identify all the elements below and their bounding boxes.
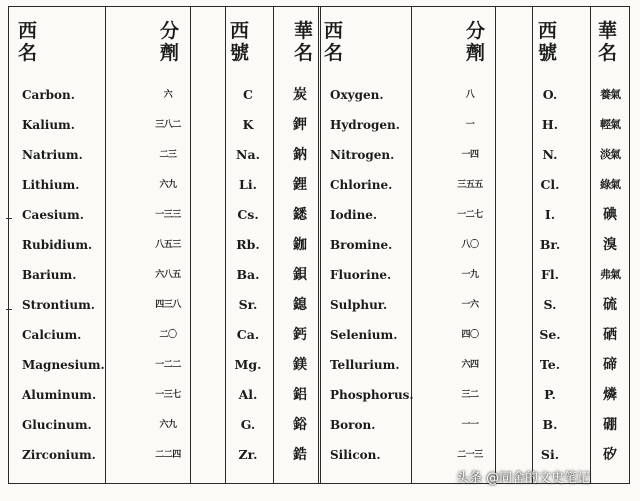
header-chinese-name-right: 華名 — [598, 20, 619, 64]
column-divider — [590, 6, 591, 484]
element-symbol: O. — [542, 87, 558, 102]
chinese-name: 鈣 — [293, 327, 307, 343]
equivalent-value: 四三八 — [155, 300, 181, 310]
column-divider — [495, 6, 496, 484]
chinese-name: 燐 — [603, 387, 617, 403]
equivalent-value: 二〇 — [159, 330, 177, 340]
element-name: Kalium. — [22, 118, 75, 132]
element-name: Caesium. — [22, 208, 84, 222]
element-symbol: G. — [240, 417, 256, 432]
chinese-name: 硫 — [603, 297, 617, 313]
right-chinese-column — [592, 80, 628, 470]
column-divider — [273, 6, 274, 484]
element-symbol: Rb. — [236, 237, 260, 252]
element-symbol: C — [243, 87, 253, 102]
chinese-name: 碘 — [603, 207, 617, 223]
element-name: Sulphur. — [330, 298, 388, 312]
header-symbol-left: 西號 — [230, 20, 251, 64]
equivalent-value: 一二七 — [457, 210, 483, 220]
element-symbol: Br. — [539, 237, 561, 252]
element-name: Rubidium. — [22, 238, 93, 252]
header-equivalent-left: 分劑 — [160, 20, 181, 64]
element-name: Calcium. — [22, 328, 82, 342]
element-symbol: Sr. — [238, 297, 258, 312]
element-name: Boron. — [330, 418, 376, 432]
header-western-name-left: 西名 — [18, 20, 39, 64]
element-symbol: Cs. — [237, 207, 259, 222]
element-symbol: Si. — [540, 447, 560, 462]
element-name: Oxygen. — [330, 88, 384, 102]
equivalent-value: 三五五 — [457, 180, 483, 190]
chinese-name: 碲 — [603, 357, 617, 373]
column-divider — [225, 6, 226, 484]
equivalent-value: 一三七 — [155, 390, 181, 400]
equivalent-value: 一一 — [461, 420, 479, 430]
left-symbol-column — [228, 80, 268, 470]
source-watermark: 头条 @同舍的文史笔记 — [456, 471, 591, 486]
element-name: Glucinum. — [22, 418, 92, 432]
equivalent-value: 二二四 — [155, 450, 181, 460]
equivalent-value: 六九 — [159, 420, 177, 430]
element-symbol: Ca. — [236, 327, 260, 342]
chinese-name: 鎴 — [293, 297, 307, 313]
element-symbol: K — [242, 117, 254, 132]
equivalent-value: 一 — [465, 120, 475, 130]
chinese-name: 鋯 — [293, 447, 307, 463]
element-name: Hydrogen. — [330, 118, 400, 132]
element-symbol: P. — [544, 387, 556, 402]
chinese-name: 硼 — [603, 417, 617, 433]
chinese-name: 鉀 — [293, 117, 307, 133]
margin-tick — [6, 309, 12, 310]
element-name: Nitrogen. — [330, 148, 395, 162]
chinese-name: 炭 — [293, 87, 307, 103]
right-equivalent-column — [448, 80, 492, 470]
equivalent-value: 三二 — [461, 390, 479, 400]
equivalent-value: 二三 — [159, 150, 177, 160]
element-symbol: B. — [542, 417, 558, 432]
element-symbol: Zr. — [238, 447, 258, 462]
equivalent-value: 八 — [465, 90, 475, 100]
element-name: Strontium. — [22, 298, 95, 312]
element-symbol: Fl. — [541, 267, 559, 282]
element-symbol: Ba. — [236, 267, 260, 282]
equivalent-value: 一二二 — [155, 360, 181, 370]
chinese-name: 鋇 — [293, 267, 307, 283]
equivalent-value: 一六 — [461, 300, 479, 310]
equivalent-value: 一三三 — [155, 210, 181, 220]
chinese-name: 鈉 — [293, 147, 307, 163]
right-names-column — [330, 80, 414, 470]
left-chinese-column — [285, 80, 315, 470]
equivalent-value: 二一三 — [457, 450, 483, 460]
element-symbol: Li. — [239, 177, 257, 192]
equivalent-value: 六 — [163, 90, 173, 100]
element-symbol: Te. — [539, 357, 561, 372]
element-symbol: Mg. — [234, 357, 262, 372]
right-symbol-column — [533, 80, 567, 470]
element-symbol: Al. — [238, 387, 258, 402]
element-symbol: Na. — [236, 147, 260, 162]
element-name: Phosphorus. — [330, 388, 414, 402]
chinese-name: 硒 — [603, 327, 617, 343]
equivalent-value: 一四 — [461, 150, 479, 160]
element-name: Silicon. — [330, 448, 381, 462]
chinese-name: 輕氣 — [600, 118, 620, 131]
header-equivalent-right: 分劑 — [466, 20, 487, 64]
element-symbol: S. — [543, 297, 557, 312]
left-equivalent-column — [148, 80, 188, 470]
column-divider — [190, 6, 191, 484]
element-name: Tellurium. — [330, 358, 400, 372]
column-divider — [411, 6, 412, 484]
equivalent-value: 六八五 — [155, 270, 181, 280]
equivalent-value: 八〇 — [461, 240, 479, 250]
element-name: Selenium. — [330, 328, 398, 342]
element-name: Fluorine. — [330, 268, 392, 282]
equivalent-value: 三八二 — [155, 120, 181, 130]
element-name: Chlorine. — [330, 178, 393, 192]
chinese-name: 鏭 — [293, 207, 307, 223]
header-western-name-right: 西名 — [324, 20, 345, 64]
chinese-name: 鋊 — [293, 417, 307, 433]
element-name: Magnesium. — [22, 358, 105, 372]
margin-tick — [6, 218, 12, 219]
chinese-name: 鎂 — [293, 357, 307, 373]
left-names-column — [22, 80, 104, 470]
chinese-name: 溴 — [603, 237, 617, 253]
equivalent-value: 八五三 — [155, 240, 181, 250]
element-name: Iodine. — [330, 208, 378, 222]
element-name: Carbon. — [22, 88, 75, 102]
element-name: Barium. — [22, 268, 77, 282]
chinese-name: 弗氣 — [600, 268, 620, 281]
element-name: Lithium. — [22, 178, 80, 192]
header-symbol-right: 西號 — [538, 20, 559, 64]
chinese-name: 鋁 — [293, 387, 307, 403]
equivalent-value: 四〇 — [461, 330, 479, 340]
table-center-divider — [318, 6, 321, 484]
element-symbol: Cl. — [540, 177, 560, 192]
element-name: Aluminum. — [22, 388, 97, 402]
element-name: Bromine. — [330, 238, 393, 252]
equivalent-value: 一九 — [461, 270, 479, 280]
chinese-name: 鋰 — [293, 177, 307, 193]
equivalent-value: 六九 — [159, 180, 177, 190]
chinese-name: 綠氣 — [600, 178, 620, 191]
element-symbol: Se. — [539, 327, 561, 342]
chinese-name: 淡氣 — [600, 148, 620, 161]
column-divider — [105, 6, 106, 484]
chinese-name: 養氣 — [600, 88, 620, 101]
equivalent-value: 六四 — [461, 360, 479, 370]
element-symbol: I. — [544, 207, 556, 222]
element-symbol: N. — [542, 147, 558, 162]
element-name: Zirconium. — [22, 448, 96, 462]
element-name: Natrium. — [22, 148, 83, 162]
element-symbol: H. — [541, 117, 559, 132]
chinese-name: 鉫 — [293, 237, 307, 253]
header-chinese-name-left: 華名 — [294, 20, 315, 64]
chinese-name: 矽 — [603, 447, 617, 463]
